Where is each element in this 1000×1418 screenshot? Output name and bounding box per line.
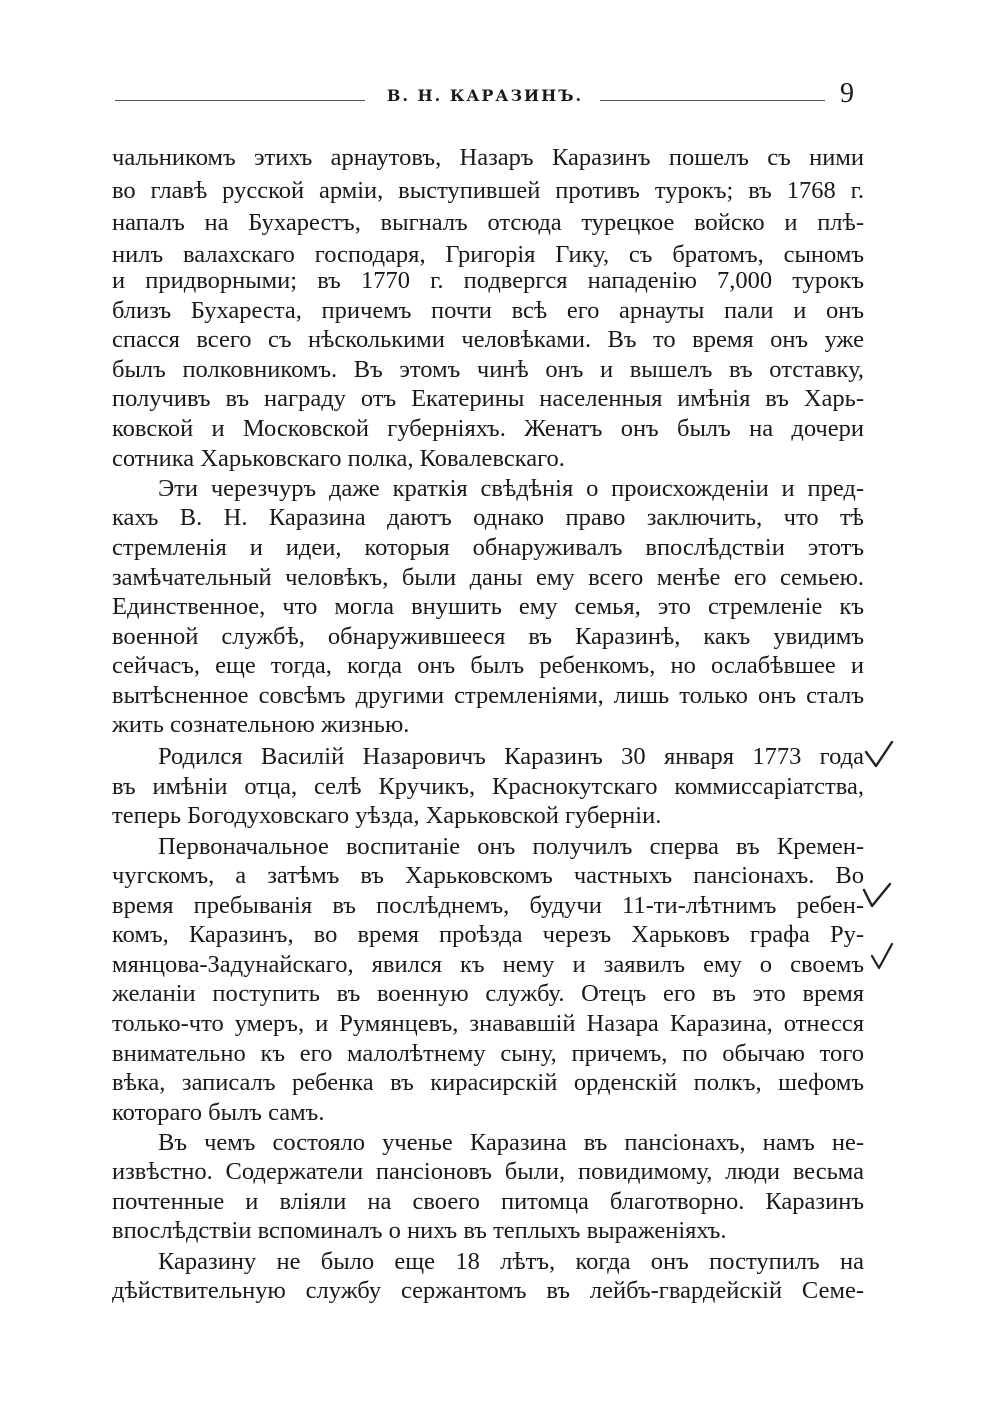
text-line: Родился Василій Назаровичъ Каразинъ 30 января 1773 года: [158, 743, 864, 770]
text-line: сейчасъ, еще тогда, когда онъ былъ ребенкомъ, но ослабѣвшее и: [112, 652, 864, 679]
running-head: В. Н. КАРАЗИНЪ.: [386, 86, 584, 105]
text-line: сотника Харьковскаго полка, Ковалевскаго.: [112, 445, 565, 472]
text-line: вѣка, записалъ ребенка въ кирасирскій орденскій полкъ, шефомъ: [112, 1069, 864, 1096]
text-line: близъ Бухареста, причемъ почти всѣ его арнауты пали и онъ: [112, 297, 864, 324]
text-line: во главѣ русской арміи, выступившей противъ турокъ; въ 1768 г.: [112, 177, 864, 204]
text-line: комъ, Каразинъ, во время проѣзда черезъ Харьковъ графа Ру-: [112, 921, 864, 948]
text-line: Каразину не было еще 18 лѣтъ, когда онъ поступилъ на: [158, 1248, 864, 1275]
header-rule-left: [115, 100, 365, 101]
text-line: извѣстно. Содержатели пансіоновъ были, повидимому, люди весьма: [112, 1158, 864, 1185]
text-line: получивъ въ награду отъ Екатерины населенныя имѣнія въ Харь-: [112, 385, 864, 412]
text-line: вытѣсненное совсѣмъ другими стремленіями, лишь только онъ сталъ: [112, 682, 864, 709]
text-line: напалъ на Бухарестъ, выгналъ отсюда турецкое войско и плѣ-: [112, 209, 864, 236]
text-line: нилъ валахскаго господаря, Григорія Гику, съ братомъ, сыномъ: [112, 241, 864, 268]
text-line: мянцова-Задунайскаго, явился къ нему и заявилъ ему о своемъ: [112, 951, 864, 978]
text-line: Первоначальное воспитаніе онъ получилъ сперва въ Кремен-: [158, 833, 864, 860]
text-line: спасся всего съ нѣсколькими человѣками. Въ то время онъ уже: [112, 326, 864, 353]
text-line: Эти черезчуръ даже краткія свѣдѣнія о происхожденіи и пред-: [158, 475, 864, 502]
header-rule-right: [600, 100, 825, 101]
text-line: военной службѣ, обнаружившееся въ Каразинѣ, какъ увидимъ: [112, 623, 864, 650]
text-line: почтенные и вліяли на своего питомца благотворно. Каразинъ: [112, 1188, 864, 1215]
text-line: Въ чемъ состояло ученье Каразина въ пансіонахъ, намъ не-: [158, 1129, 864, 1156]
text-line: только-что умеръ, и Румянцевъ, знававшій Назара Каразина, отнесся: [112, 1010, 864, 1037]
text-line: стремленія и идеи, которыя обнаруживалъ впослѣдствіи этотъ: [112, 534, 864, 561]
text-line: кахъ В. Н. Каразина даютъ однако право заключить, что тѣ: [112, 504, 864, 531]
check-icon: [862, 880, 892, 910]
text-line: и придворными; въ 1770 г. подвергся нападенію 7,000 турокъ: [112, 267, 864, 294]
text-line: въ имѣніи отца, селѣ Кручикъ, Краснокутскаго коммиссаріатства,: [112, 773, 864, 800]
check-icon: [870, 940, 900, 970]
text-line: жить сознательною жизнью.: [112, 711, 410, 738]
text-line: чальникомъ этихъ арнаутовъ, Назаръ Каразинъ пошелъ съ ними: [112, 144, 864, 171]
text-line: теперь Богодуховскаго уѣзда, Харьковской губерніи.: [112, 802, 662, 829]
text-line: внимательно къ его малолѣтнему сыну, причемъ, по обычаю того: [112, 1040, 864, 1067]
text-line: время пребыванія въ послѣднемъ, будучи 11-ти-лѣтнимъ ребен-: [112, 892, 864, 919]
text-line: былъ полковникомъ. Въ этомъ чинѣ онъ и вышелъ въ отставку,: [112, 356, 864, 383]
text-line: дѣйствительную службу сержантомъ въ лейбъ-гвардейскій Семе-: [112, 1277, 864, 1304]
text-line: замѣчательный человѣкъ, были даны ему всего менѣе его семьею.: [112, 564, 864, 591]
text-line: котораго былъ самъ.: [112, 1099, 325, 1126]
text-line: желаніи поступить въ военную службу. Отецъ его въ это время: [112, 980, 864, 1007]
text-line: чугскомъ, а затѣмъ въ Харьковскомъ частныхъ пансіонахъ. Во: [112, 862, 864, 889]
text-line: впослѣдствіи вспоминалъ о нихъ въ теплыхъ выраженіяхъ.: [112, 1217, 727, 1244]
text-line: Единственное, что могла внушить ему семья, это стремленіе къ: [112, 593, 864, 620]
page-number: 9: [840, 78, 854, 109]
text-line: ковской и Московской губерніяхъ. Женатъ онъ былъ на дочери: [112, 415, 864, 442]
check-icon: [864, 740, 894, 770]
